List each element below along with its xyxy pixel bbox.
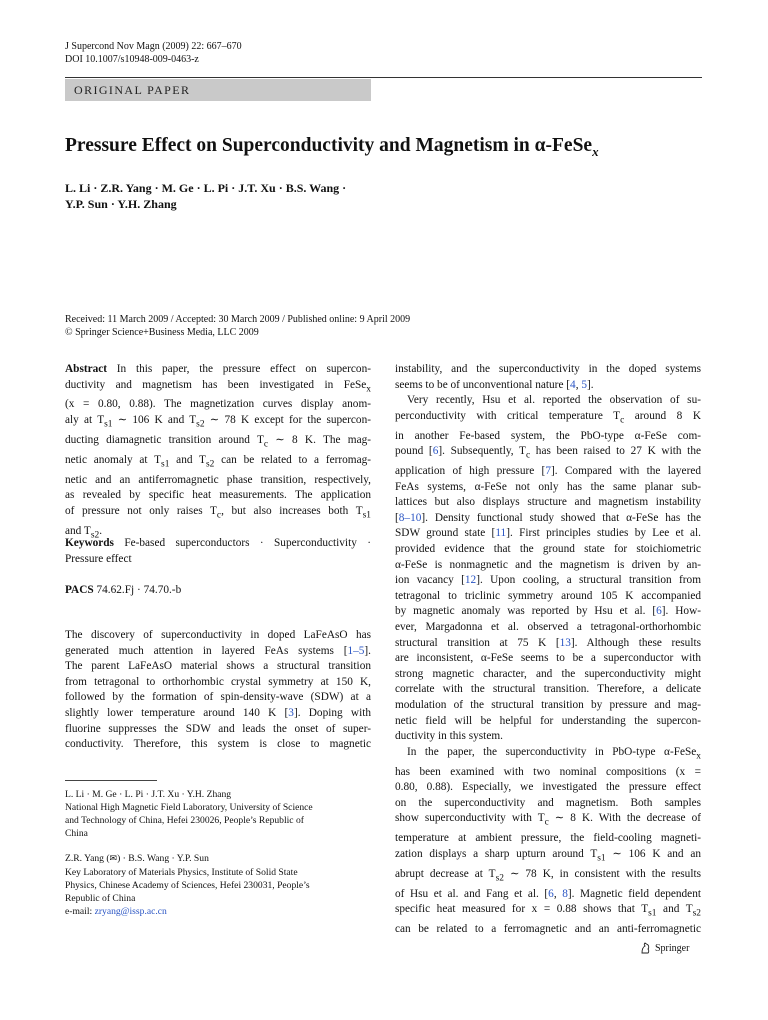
body-line: tetragonal to triclinic symmetry around 105 K accompanied (395, 589, 701, 602)
body-line: ]. Although these results (570, 636, 701, 649)
footnote-rule (65, 780, 157, 781)
subscript: s2 (90, 529, 100, 540)
header-rule (65, 77, 702, 78)
citation-link[interactable]: 12 (464, 574, 477, 587)
pacs (65, 583, 371, 599)
body-line: on the superconductivity and magnetism. Both samples (395, 796, 701, 809)
body-line: ]. Magnetic field dependent (567, 887, 701, 900)
journal-doi: DOI 10.1007/s10948-009-0463-z (65, 54, 199, 65)
abstract (65, 362, 371, 543)
abstract-line: as revealed by specific heat measurements. The application (65, 489, 371, 502)
pacs-value: 74.62.Fj · 74.70.-b (93, 584, 182, 596)
affiliation-names: L. Li · M. Ge · L. Pi · J.T. Xu · Y.H. Zhang (65, 789, 232, 800)
abstract-line: , but also increases both T (221, 504, 363, 517)
citation-link[interactable]: 8 (562, 887, 568, 900)
affiliation-line: National High Magnetic Field Laboratory, University of Science (65, 802, 313, 813)
subscript: s1 (362, 510, 371, 520)
body-line: ]. How- (661, 605, 701, 618)
citation-link[interactable]: 6 (548, 887, 554, 900)
intro-line: slightly lower temperature around 140 K [ (65, 706, 289, 719)
authors-line-2: Y.P. Sun · Y.H. Zhang (65, 197, 177, 211)
body-line: ]. Subsequently, T (438, 445, 526, 458)
pacs-label: PACS (65, 584, 94, 596)
affiliation-1 (65, 788, 365, 840)
intro-line: ]. (364, 644, 371, 657)
body-line: SDW ground state [ (395, 527, 496, 540)
body-line: ductivity in this system. (395, 730, 503, 743)
citation-link[interactable]: 11 (495, 527, 507, 540)
subscript: s1 (161, 458, 170, 469)
subscript: x (366, 383, 371, 394)
citation-link[interactable]: 3 (288, 706, 294, 719)
abstract-line: netic and an antiferromagnetic phase transition, respectively, (65, 473, 371, 486)
subscript: c (544, 817, 549, 828)
journal-header (65, 40, 242, 66)
keywords-line: Pressure effect (65, 552, 132, 565)
email-label: e-mail: (65, 906, 95, 917)
email-link[interactable]: zryang@issp.ac.cn (94, 906, 167, 917)
subscript: s1 (104, 419, 113, 430)
citation-link[interactable]: 6 (656, 605, 662, 618)
intro-line: ]. Doping with (293, 706, 371, 719)
subscript: s1 (597, 853, 606, 864)
body-line: show superconductivity with T (395, 812, 545, 825)
abstract-line: of pressure not only raises T (65, 504, 217, 517)
citation-link[interactable]: 6 (432, 445, 439, 458)
body-line: In the paper, the superconductivity in PbO-type α-FeSe (407, 745, 697, 758)
body-line: structural transition at 75 K [ (395, 636, 560, 649)
body-line: seems to be of unconventional nature [ (395, 378, 571, 391)
body-line: ]. Compared with the layered (550, 465, 701, 478)
citation-link[interactable]: 5 (581, 378, 588, 391)
subscript: s2 (205, 458, 215, 469)
body-line: ion vacancy [ (395, 574, 465, 587)
body-line: ∼ 8 K. With the decrease of (548, 812, 701, 825)
copyright-notice: © Springer Science+Business Media, LLC 2009 (65, 327, 259, 338)
affiliation-names: ) · B.S. Wang · Y.P. Sun (117, 853, 209, 864)
body-line: ∼ 106 K and an (605, 847, 701, 860)
body-line: and T (656, 903, 693, 916)
body-line: instability, and the superconductivity in the doped systems (395, 363, 701, 375)
citation-link[interactable]: 8–10 (398, 511, 422, 524)
subscript: c (216, 510, 222, 520)
intro-line: The parent LaFeAsO material shows a structural transition (65, 660, 371, 673)
body-line: has been examined with two nominal compositions (x = (395, 765, 701, 778)
citation-link[interactable]: 7 (545, 465, 551, 478)
body-line: are inconsistent, α-FeSe seems to be a superconductor with (395, 652, 701, 665)
body-line: netic field will be helpful for understanding the supercon- (395, 714, 701, 727)
body-line: of Hsu et al. and Fang et al. [ (395, 887, 549, 900)
author-list (65, 180, 346, 212)
body-line: provided evidence that the ground state for stoichiometric (395, 543, 701, 556)
body-line: FeAs systems, α-FeSe not only has the same planar sub- (395, 480, 701, 493)
body-line: correlate with the structural transition. Therefore, a delicate (395, 683, 701, 696)
body-line: by magnetic anomaly was reported by Hsu et al. [ (395, 605, 657, 618)
subscript: s2 (495, 872, 504, 883)
body-line: [ (395, 511, 399, 524)
publisher-name: Springer (655, 942, 690, 954)
abstract-line: and T (169, 453, 206, 466)
body-line: α-FeSe is nonmagnetic and the magnetism is driven by an- (395, 558, 701, 571)
affiliation-names: Z.R. Yang ( (65, 853, 110, 864)
subscript: c (263, 439, 269, 450)
envelope-icon: ✉ (109, 854, 118, 864)
abstract-line: ∼ 106 K and T (112, 414, 197, 427)
affiliation-line: Physics, Chinese Academy of Sciences, Hefei 230031, People’s (65, 880, 310, 891)
intro-line: from tetragonal to orthorhombic crystal symmetry at 150 K, (65, 675, 371, 688)
subscript: s2 (196, 419, 205, 430)
body-line: ∼ 78 K, in consistent with the results (503, 867, 701, 880)
citation-link[interactable]: 13 (559, 636, 571, 649)
body-line: ]. (587, 378, 594, 391)
citation-link[interactable]: 4 (570, 378, 576, 391)
body-line: abrupt decrease at T (395, 867, 496, 880)
body-line: ]. First principles studies by Lee et al. (506, 527, 701, 540)
body-line: ]. Upon cooling, a structural transition from (476, 574, 701, 587)
affiliation-line: China (65, 828, 88, 839)
subscript: s1 (648, 908, 657, 919)
subscript: c (525, 450, 531, 461)
subscript: x (696, 751, 701, 761)
abstract-line: ducting diamagnetic transition around T (65, 433, 264, 446)
body-line: application of high pressure [ (395, 465, 546, 478)
body-line: specific heat measured for x = 0.88 shows that T (395, 903, 649, 916)
abstract-line: ∼ 78 K except for the supercon- (204, 414, 371, 427)
body-line: pound [ (395, 445, 433, 458)
abstract-line: and T (65, 524, 91, 537)
body-line: ever, Margadonna et al. observed a tetragonal-orthorhombic (395, 621, 701, 633)
introduction-left (65, 628, 371, 753)
authors-line-1: L. Li · Z.R. Yang · M. Ge · L. Pi · J.T. Xu · B.S. Wang · (65, 181, 347, 195)
abstract-line: ∼ 8 K. The mag- (268, 433, 371, 446)
abstract-line: (x = 0.80, 0.88). The magnetization curves display anom- (65, 398, 371, 411)
intro-line: conductivity. Therefore, this system is close to magnetic (65, 738, 371, 751)
body-line: in another Fe-based system, the PbO-type α-FeSe com- (395, 429, 701, 442)
introduction-right: instability, and the superconductivity in the doped systems seems to be of unconventional nature [4, 5]. Very recently, Hsu et al. reported the observation of su- perconductivity with critical temperature $T_c$ around 8 K in another Fe-based system, the PbO-type α-FeSe com- pound [6]. Subsequently, $T_c$ has been raised to 27 K with the application of high pressure [7]. Compared with the layered FeAs systems, α-FeSe not only has the same planar sub- lattices but also displays structure and magnetism instability [8–10]. Density functional study showed that α-FeSe has the SDW ground state [11]. First principles studies by Lee et al. provided evidence that the ground state for stoichiometric α-FeSe is nonmagnetic and the magnetism is driven by an- ion vacancy [12]. Upon cooling, a structural transition from tetragonal to triclinic symmetry around 105 K accompanied by magnetic anomaly was reported by Hsu et al. [6]. How- ever, Margadonna et al. observed a tetragonal-orthorhombic structural transition at 75 K [13]. Although these results are inconsistent, α-FeSe seems to be a superconductor with strong magnetic character, and the superconductivity might correlate with the structural transition. Therefore, a delicate modulation of the structural transition by pressure and mag- netic field will be helpful for understanding the supercon- ductivity in this system. In the paper, the superconductivity in PbO-type α-FeSe$_x$ has been examined with two nominal compositions (x = 0.80, 0.88). Especially, we investigated the pressure effect on the superconductivity and magnetism. Both samples show superconductivity with $T_c$ ∼ 8 K. With the decrease of temperature at ambient pressure, the field-cooling magneti- zation displays a sharp upturn around $T_{s1}$ ∼ 106 K and an abrupt decrease at $T_{s2}$ ∼ 78 K, in consistent with the results of Hsu et al. and Fang et al. [6, 8]. Magnetic field dependent specific heat measured for x = 0.88 shows that $T_{s1}$ and $T_{s2}$ can be related to a ferromagnetic and an anti-ferromagnetic (395, 362, 701, 938)
subscript: c (620, 415, 625, 426)
keywords-line: Fe-based superconductors · Superconductivity · (113, 537, 371, 549)
body-line: around 8 K (624, 409, 701, 422)
keywords (65, 536, 371, 567)
affiliation-line: Republic of China (65, 893, 136, 904)
journal-citation: J Supercond Nov Magn (2009) 22: 667–670 (65, 41, 242, 52)
affiliation-line: and Technology of China, Hefei 230026, People’s Republic of (65, 815, 304, 826)
abstract-label: Abstract (65, 363, 108, 375)
body-line: zation displays a sharp upturn around T (395, 847, 598, 860)
article-type-banner: ORIGINAL PAPER (65, 79, 371, 101)
subscript: s2 (692, 908, 701, 919)
body-line: can be related to a ferromagnetic and an anti-ferromagnetic (395, 922, 701, 935)
abstract-line: In this paper, the pressure effect on supercon- (107, 363, 371, 375)
title-text: Pressure Effect on Superconductivity and Magnetism in α-FeSe (65, 135, 593, 156)
springer-horse-icon (640, 942, 651, 954)
body-line: 0.80, 0.88). Especially, we investigated the pressure effect (395, 781, 701, 794)
paper-title (65, 134, 599, 164)
body-line: perconductivity with critical temperature T (395, 409, 621, 422)
body-line: ]. Density functional study showed that α-FeSe has the (421, 511, 701, 524)
abstract-line: ductivity and magnetism has been investigated in FeSe (65, 378, 367, 391)
body-line: Very recently, Hsu et al. reported the observation of su- (407, 394, 701, 407)
body-line: has been raised to 27 K with the (530, 445, 701, 458)
abstract-line: netic anomaly at T (65, 453, 162, 466)
intro-line: fluorine suppresses the SDW and leads the onset of super- (65, 722, 371, 735)
body-line: temperature at ambient pressure, the field-cooling magneti- (395, 832, 701, 845)
intro-line: followed by the formation of spin-density-wave (SDW) at a (65, 691, 371, 704)
intro-line: The discovery of superconductivity in doped LaFeAsO has (65, 629, 371, 641)
publication-dates (65, 313, 410, 339)
intro-line: generated much attention in layered FeAs systems [ (65, 644, 348, 657)
body-line: lattices but also displays structure and magnetism instability (395, 496, 701, 509)
body-line: modulation of the structural transition by pressure and mag- (395, 698, 701, 711)
abstract-line: aly at T (65, 414, 105, 427)
abstract-line: can be related to a ferromag- (214, 453, 371, 466)
body-line: strong magnetic character, and the superconductivity might (395, 667, 701, 680)
citation-link[interactable]: 1–5 (347, 644, 365, 657)
affiliation-line: Key Laboratory of Materials Physics, Institute of Solid State (65, 867, 298, 878)
publisher-mark (640, 942, 689, 954)
title-subscript: x (592, 143, 599, 159)
received-dates: Received: 11 March 2009 / Accepted: 30 March 2009 / Published online: 9 April 2009 (65, 314, 411, 325)
abstract-line: . (99, 524, 103, 537)
keywords-label: Keywords (65, 537, 114, 549)
affiliation-2 (65, 852, 365, 918)
